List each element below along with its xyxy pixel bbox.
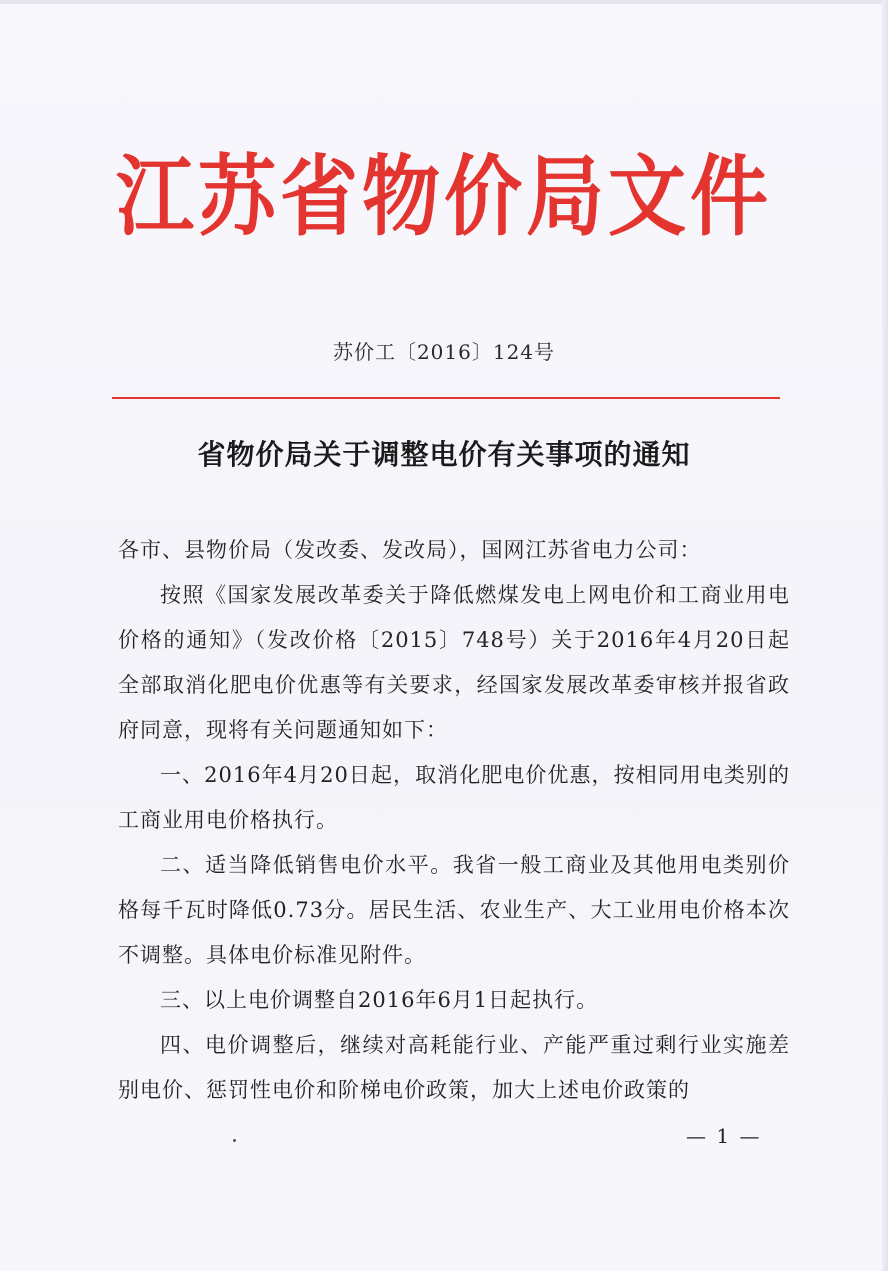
page-number: — 1 — bbox=[686, 1124, 762, 1148]
addressee-line: 各市、县物价局（发改委、发改局），国网江苏省电力公司： bbox=[118, 538, 702, 562]
body-paragraph: 四、电价调整后，继续对高耗能行业、产能严重过剩行业实施差别电价、惩罚性电价和阶梯电价政策，加大上述电价政策的 bbox=[118, 1033, 790, 1102]
red-divider bbox=[112, 397, 780, 399]
scan-edge-top bbox=[0, 0, 888, 4]
document-number: 苏价工〔2016〕124号 bbox=[332, 340, 556, 364]
body-paragraph: 按照《国家发展改革委关于降低燃煤发电上网电价和工商业用电价格的通知》（发改价格〔2015〕748号）关于2016年4月20日起全部取消化肥电价优惠等有关要求，经国家发展改革委审核并报省政府同意，现将有关问题通知如下： bbox=[118, 583, 790, 742]
notice-title: 省物价局关于调整电价有关事项的通知 bbox=[197, 438, 691, 471]
body-paragraph: 一、2016年4月20日起，取消化肥电价优惠，按相同用电类别的工商业用电价格执行。 bbox=[118, 763, 790, 832]
scan-speck bbox=[233, 1139, 236, 1142]
notice-body bbox=[118, 528, 790, 1113]
body-paragraph: 三、以上电价调整自2016年6月1日起执行。 bbox=[160, 988, 599, 1012]
issuing-authority-header: 江苏省物价局文件 bbox=[115, 146, 772, 249]
body-paragraph: 二、适当降低销售电价水平。我省一般工商业及其他用电类别价格每千瓦时降低0.73分。居民生活、农业生产、大工业用电价格本次不调整。具体电价标准见附件。 bbox=[118, 853, 790, 967]
